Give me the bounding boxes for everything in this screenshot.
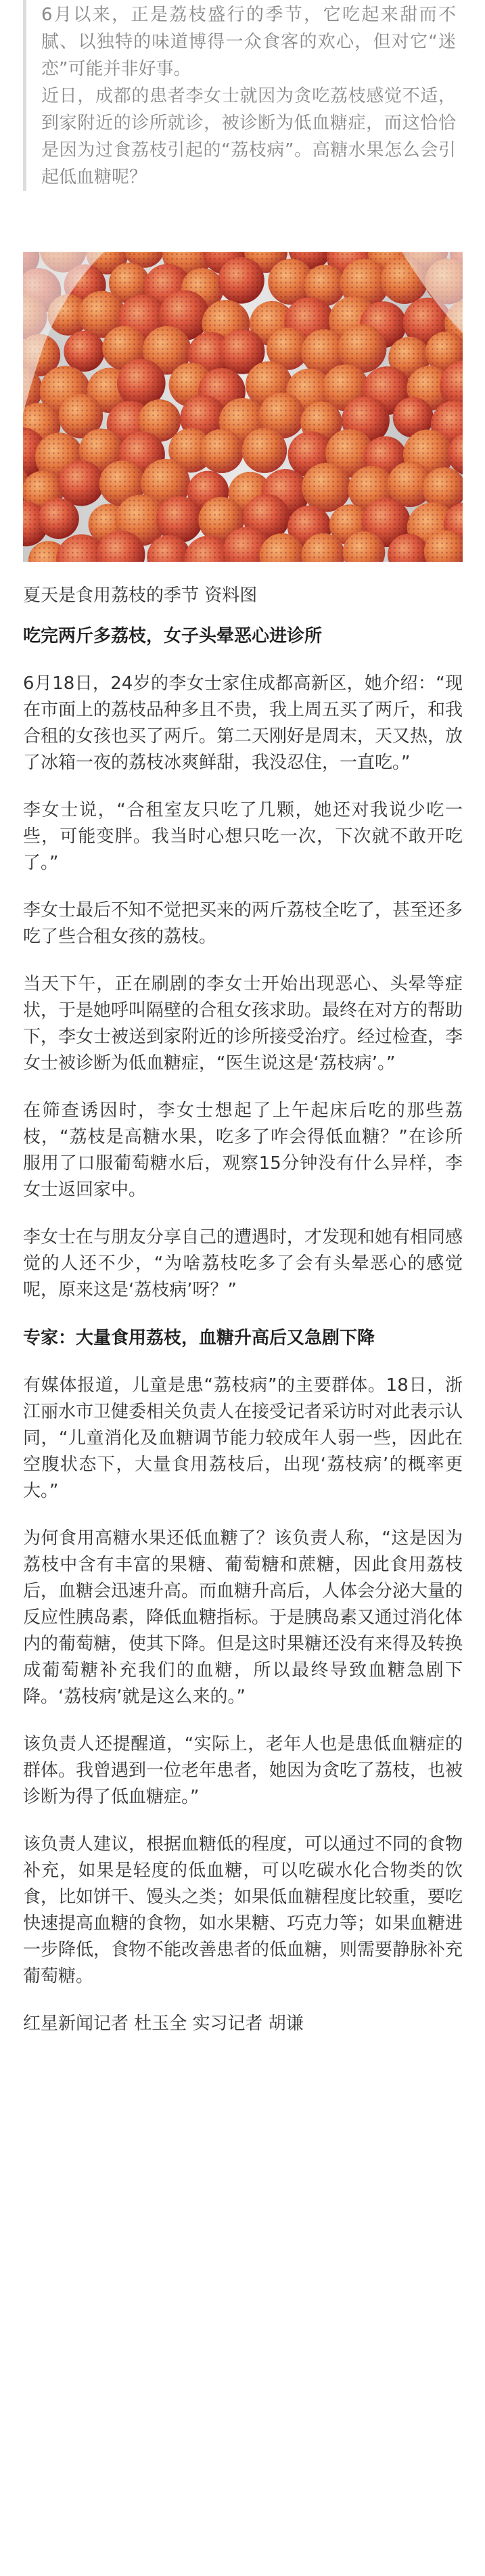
section-1-paragraph-2: 李女士说，“合租室友只吃了几颗，她还对我说少吃一些，可能变胖。我当时心想只吃一次，下次就不敢开吃了。” bbox=[23, 800, 463, 873]
photo-caption: 夏天是食用荔枝的季节 资料图 bbox=[23, 585, 258, 606]
section-2-paragraph-3: 该负责人还提醒道，“实际上，老年人也是患低血糖症的群体。我曾遇到一位老年患者，她因为贪吃了荔枝，也被诊断为得了低血糖症。” bbox=[23, 1734, 463, 1807]
lychee-texture bbox=[59, 460, 104, 506]
section-1-paragraph-6: 李女士在与朋友分享自己的遭遇时，才发现和她有相同感觉的人还不少，“为啥荔枝吃多了会有头晕恶心的感觉呢，原来这是‘荔枝病’呀？” bbox=[23, 1227, 463, 1300]
section-1-paragraph-1: 6月18日，24岁的李女士家住成都高新区，她介绍：“现在市面上的荔枝品种多且不贵，我上周五买了两斤，和我合租的女孩也买了两斤。第二天刚好是周末，天又热，放了冰箱一夜的荔枝冰爽鲜甜，我没忍住，一直吃。” bbox=[23, 673, 463, 773]
section-1-paragraph-3: 李女士最后不知不觉把买来的两斤荔枝全吃了，甚至还多吃了些合租女孩的荔枝。 bbox=[23, 900, 463, 947]
section-1-paragraph-5: 在筛查诱因时，李女士想起了上午起床后吃的那些荔枝，“荔枝是高糖水果，吃多了咋会得低血糖？”在诊所服用了口服葡萄糖水后，观察15分钟没有什么异样，李女士返回家中。 bbox=[23, 1101, 463, 1200]
intro-paragraph-1: 6月以来，正是荔枝盛行的季节，它吃起来甜而不腻、以独特的味道博得一众食客的欢心，但对它“迷恋”可能并非好事。 bbox=[41, 5, 456, 79]
lychee-texture bbox=[64, 331, 104, 372]
article-body bbox=[23, 623, 463, 2058]
lychee-photo bbox=[23, 252, 463, 562]
lychee-texture bbox=[242, 428, 287, 473]
section-2-paragraph-2: 为何食用高糖水果还低血糖了？该负责人称，“这是因为荔枝中含有丰富的果糖、葡萄糖和蔗糖，因此食用荔枝后，血糖会迅速升高。而血糖升高后，人体会分泌大量的反应性胰岛素，降低血糖指标。于是胰岛素又通过消化体内的葡萄糖，使其下降。但是这时果糖还没有来得及转换成葡萄糖补充我们的血糖，所以最终导致血糖急剧下降。‘荔枝病’就是这么来的。” bbox=[23, 1528, 463, 1707]
lychee-texture bbox=[200, 429, 244, 473]
section-1-heading: 吃完两斤多荔枝，女子头晕恶心进诊所 bbox=[23, 626, 323, 646]
section-2-paragraph-4: 该负责人建议，根据血糖低的程度，可以通过不同的食物补充，如果是轻度的低血糖，可以吃碳水化合物类的饮食，比如饼干、馒头之类；如果低血糖程度比较重，要吃快速提高血糖的食物，如水果糖、巧克力等；如果血糖进一步降低，食物不能改善患者的低血糖，则需要静脉补充葡萄糖。 bbox=[23, 1834, 463, 1986]
section-2-heading: 专家：大量食用荔枝，血糖升高后又急剧下降 bbox=[23, 1328, 375, 1348]
section-2-paragraph-1: 有媒体报道，儿童是患“荔枝病”的主要群体。18日，浙江丽水市卫健委相关负责人在接受记者采访时对此表示认同，“儿童消化及血糖调节能力较成年人弱一些，因此在空腹状态下，大量食用荔枝后，出现‘荔枝病’的概率更大。” bbox=[23, 1375, 463, 1501]
intro-quote bbox=[23, 0, 456, 191]
lychee-texture bbox=[302, 463, 351, 512]
lychee-texture bbox=[39, 498, 79, 539]
intro-paragraph-2: 近日，成都的患者李女士就因为贪吃荔枝感觉不适，到家附近的诊所就诊，被诊断为低血糖症，而这恰恰是因为过食荔枝引起的“荔枝病”。高糖水果怎么会引起低血糖呢？ bbox=[41, 86, 456, 187]
lychee-image bbox=[23, 252, 463, 562]
section-1-paragraph-4: 当天下午，正在刷剧的李女士开始出现恶心、头晕等症状，于是她呼叫隔壁的合租女孩求助。最终在对方的帮助下，李女士被送到家附近的诊所接受治疗。经过检查，李女士被诊断为低血糖症，“医生说这是‘荔枝病’。” bbox=[23, 974, 463, 1073]
lychee-texture bbox=[218, 257, 264, 304]
byline: 红星新闻记者 杜玉全 实习记者 胡谦 bbox=[23, 2014, 304, 2034]
